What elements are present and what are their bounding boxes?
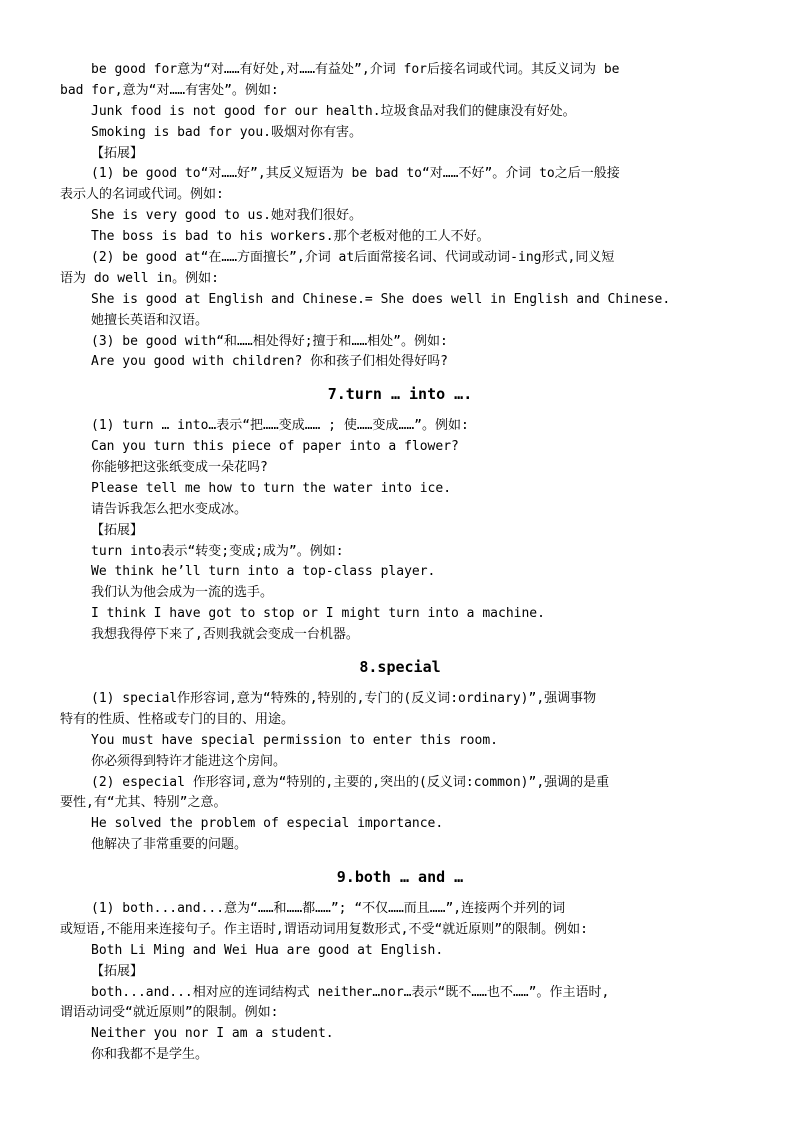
example-line: 他解决了非常重要的问题。 — [91, 837, 248, 853]
example-line: The boss is bad to his workers.那个老板对他的工人不好。 — [91, 229, 490, 245]
example-line: Junk food is not good for our health.垃圾食品对我们的健康没有好处。 — [91, 103, 576, 119]
text-line: (2) especial 作形容词,意为“特别的,主要的,突出的(反义词:common)”,强调的是重 — [91, 774, 610, 790]
example-line: We think he’ll turn into a top-class player. — [91, 564, 436, 580]
text-line: both...and...相对应的连词结构式 neither…nor…表示“既不……也不……”。作主语时, — [91, 984, 610, 1000]
extension-label: 【拓展】 — [91, 522, 144, 538]
document-page — [60, 60, 740, 1066]
text-line: bad for,意为“对……有害处”。例如: — [60, 82, 279, 98]
example-line: 你必须得到特许才能进这个房间。 — [91, 753, 287, 769]
text-line: 语为 do well in。例如: — [60, 270, 219, 286]
section-heading: 9.both … and … — [336, 868, 464, 887]
text-line: (1) both...and...意为“……和……都……”; “不仅……而且……”,连接两个并列的词 — [91, 900, 566, 916]
text-line: 或短语,不能用来连接句子。作主语时,谓语动词用复数形式,不受“就近原则”的限制。例如: — [60, 921, 588, 937]
text-line: turn into表示“转变;变成;成为”。例如: — [91, 543, 344, 559]
example-line: Smoking is bad for you.吸烟对你有害。 — [91, 124, 363, 140]
text-line: (3) be good with“和……相处得好;擅于和……相处”。例如: — [91, 333, 448, 349]
example-line: 你和我都不是学生。 — [91, 1047, 209, 1063]
example-line: Please tell me how to turn the water into ice. — [91, 480, 452, 496]
example-line: She is good at English and Chinese.= She does well in English and Chinese. — [91, 291, 671, 307]
example-line: Are you good with children? 你和孩子们相处得好吗? — [91, 354, 448, 370]
example-line: 请告诉我怎么把水变成冰。 — [91, 501, 248, 517]
example-line: You must have special permission to enter this room. — [91, 732, 498, 748]
example-line: 我们认为他会成为一流的选手。 — [91, 585, 274, 601]
section-heading: 8.special — [359, 658, 441, 677]
text-line: 谓语动词受“就近原则”的限制。例如: — [60, 1005, 279, 1021]
example-line: 我想我得停下来了,否则我就会变成一台机器。 — [91, 627, 359, 643]
example-line: Can you turn this piece of paper into a flower? — [91, 439, 459, 455]
text-line: (1) special作形容词,意为“特殊的,特别的,专门的(反义词:ordinary)”,强调事物 — [91, 690, 597, 706]
extension-label: 【拓展】 — [91, 145, 144, 161]
example-line: He solved the problem of especial importance. — [91, 816, 444, 832]
text-line: 表示人的名词或代词。例如: — [60, 187, 224, 203]
section-heading: 7.turn … into …. — [327, 385, 473, 404]
text-line: 要性,有“尤其、特别”之意。 — [60, 795, 227, 811]
example-line: I think I have got to stop or I might turn into a machine. — [91, 606, 545, 622]
example-line: 她擅长英语和汉语。 — [91, 312, 209, 328]
extension-label: 【拓展】 — [91, 963, 144, 979]
example-line: Both Li Ming and Wei Hua are good at English. — [91, 942, 444, 958]
example-line: 你能够把这张纸变成一朵花吗? — [91, 460, 268, 476]
example-line: Neither you nor I am a student. — [91, 1026, 334, 1042]
text-line: (2) be good at“在……方面擅长”,介词 at后面常接名词、代词或动词-ing形式,同义短 — [91, 250, 615, 266]
text-line: be good for意为“对……有好处,对……有益处”,介词 for后接名词或代词。其反义词为 be — [91, 62, 620, 77]
example-line: She is very good to us.她对我们很好。 — [91, 208, 363, 224]
text-line: 特有的性质、性格或专门的目的、用途。 — [60, 711, 295, 727]
text-line: (1) be good to“对……好”,其反义短语为 be bad to“对……不好”。介词 to之后一般接 — [91, 166, 620, 182]
text-line: (1) turn … into…表示“把……变成…… ; 使……变成……”。例如: — [91, 418, 469, 434]
